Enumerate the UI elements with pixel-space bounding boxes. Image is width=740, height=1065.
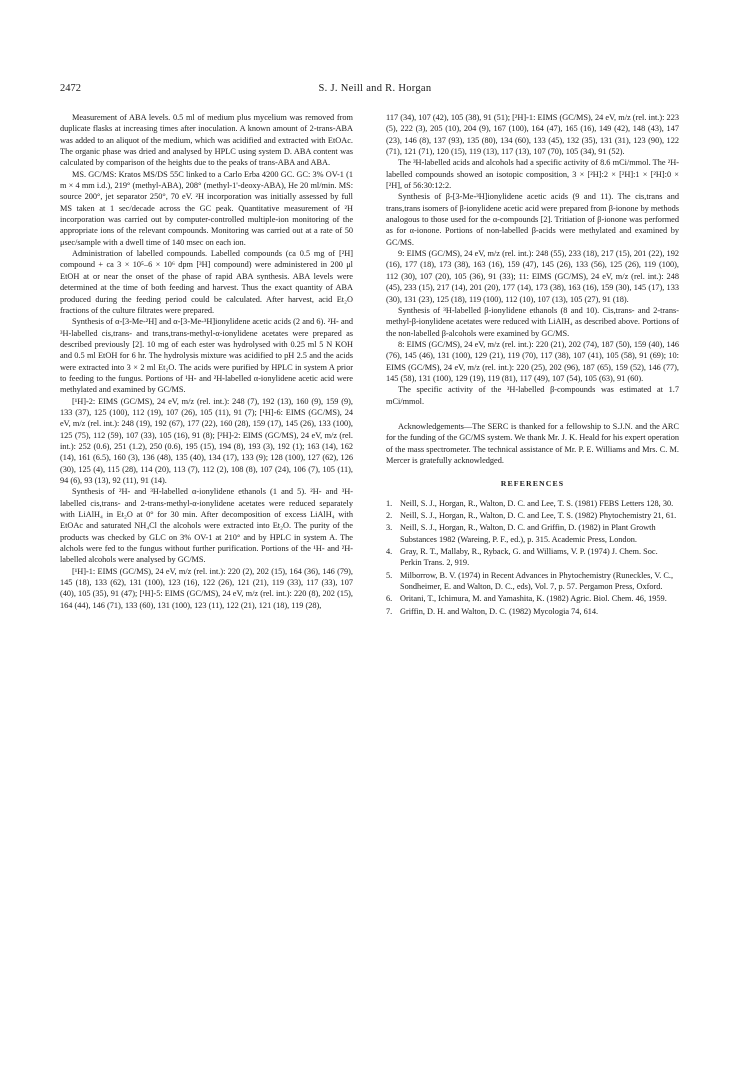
reference-number: 7. bbox=[386, 606, 393, 616]
right-column bbox=[386, 112, 679, 618]
paragraph-synthesis-alpha-acids: Synthesis of α-[3-Me-²H] and α-[3-Me-³H]ionylidene acetic acids (2 and 6). ²H- and ³H-labelled cis,trans- and trans,trans-methyl-α-ionylidene acetates were prepared as described previously [2]. 10 mg of each ester was hydrolysed with 0.25 ml 5 N KOH and 0.5 ml EtOH for 6 hr. The hydrolysis mixture was acidified to pH 2.5 and the acids were extracted into 3 × 2 ml Et₂O. The acids were purified by HPLC in system A prior to feeding to the fungus. Portions of ¹H- and ²H-labelled α-ionylidene acetic acid were methylated and examined by GC/MS. bbox=[60, 317, 353, 395]
reference-list bbox=[386, 498, 679, 617]
reference-number: 6. bbox=[386, 594, 393, 604]
reference-text: Griffin, D. H. and Walton, D. C. (1982) Mycologia 74, 614. bbox=[400, 606, 599, 616]
reference-text: Milborrow, B. V. (1974) in Recent Advances in Phytochemistry (Runeckles, V. C., Sondheimer, E. and Walton, D. C., eds), Vol. 7, p. 57. Pergamon Press, Oxford. bbox=[400, 570, 674, 592]
paragraph-aba-levels: Measurement of ABA levels. 0.5 ml of medium plus mycelium was removed from duplicate flasks at increasing times after inoculation. A known amount of 2-trans-ABA was added to an aliquot of the medium, which was acidified and extracted with EtOAc. The organic phase was dried and analysed by HPLC using system D. ABA content was calculated by comparison of the heights due to the peaks of trans-ABA and ABA. bbox=[60, 113, 353, 168]
reference-number: 2. bbox=[386, 511, 393, 520]
reference-item bbox=[386, 522, 679, 545]
acknowledgements: Acknowledgements—The SERC is thanked for a fellowship to S.J.N. and the ARC for the funding of the GC/MS system. We thank Mr. J. K. Heald for his expert operation of the mass spectrometer. The technical assistance of Mr. P. E. Williams and Mrs. C. M. Mercer is gratefully acknowledged. bbox=[386, 421, 679, 465]
reference-item bbox=[386, 498, 679, 509]
paragraph-synthesis-beta-ethanols: Synthesis of ³H-labelled β-ionylidene ethanols (8 and 10). Cis,trans- and 2-trans-methyl-β-ionylidene acetates were reduced with LiAlH₄ as described above. Portions of the non-labelled β-alcohols were examined by GC/MS. bbox=[386, 305, 679, 338]
reference-item bbox=[386, 510, 679, 521]
reference-number: 5. bbox=[386, 570, 393, 580]
reference-text: Neill, S. J., Horgan, R., Walton, D. C. and Lee, T. S. (1982) Phytochemistry 21, 61. bbox=[400, 511, 677, 520]
page-number: 2472 bbox=[60, 83, 81, 94]
reference-number: 3. bbox=[386, 523, 393, 533]
paragraph-eims-acids: [¹H]-2: EIMS (GC/MS), 24 eV, m/z (rel. int.): 248 (7), 192 (13), 160 (9), 159 (9), 133 (37), 125 (100), 112 (19), 107 (26), 105 (11), 91 (7); [¹H]-6: EIMS (GC/MS), 24 eV, m/z (rel. int.): 248 (19), 192 (67), 177 (22), 160 (28), 159 (17), 145 (26), 133 (100), 125 (75), 112 (59), 107 (33), 105 (16), 91 (8); [²H]-2: EIMS (GC/MS), 24 eV, m/z (rel. int.): 252 (0.6), 251 (1.2), 250 (0.6), 195 (15), 194 (8), 193 (3), 192 (1); 163 (14), 162 (14), 161 (6.5), 160 (3), 136 (48), 135 (40), 134 (17), 133 (9); 128 (100), 127 (62), 126 (30), 125 (4), 115 (28), 114 (20), 113 (7), 112 (2), 108 (8), 107 (24), 106 (7), 105 (11), 94 (6), 93 (13), 92 (11), 91 (14). bbox=[60, 396, 353, 485]
reference-item bbox=[386, 593, 679, 604]
paragraph-ms: MS. GC/MS: Kratos MS/DS 55C linked to a Carlo Erba 4200 GC. GC: 3% OV-1 (1 m × 4 mm i.d.), 219° (methyl-ABA), 208° (methyl-1'-deoxy-ABA), He 20 ml/min. MS: source 200°, jet separator 250°, 70 eV. ²H incorporation was initially assessed by full MS taken at 1 sec/decade across the GC peak. Quantitative measurement of ²H incorporation was carried out by computer-controlled multiple-ion monitoring of the appropriate ions of the relevant compounds. Monitoring was carried out at a rate of 50 μsec/sample with a dwell time of 140 msec on each ion. bbox=[60, 169, 353, 247]
paragraph-eims-beta-acids: 9: EIMS (GC/MS), 24 eV, m/z (rel. int.): 248 (55), 233 (18), 217 (15), 201 (22), 192 (16), 177 (18), 173 (38), 163 (16), 159 (47), 145 (26), 133 (56), 125 (26), 119 (100), 112 (30), 107 (20), 105 (36), 91 (33); 11: EIMS (GC/MS), 24 eV, m/z (rel. int.): 248 (45), 233 (15), 217 (14), 201 (20), 177 (14), 173 (38), 163 (16), 159 (30), 145 (17), 133 (30), 131 (23), 125 (18), 119 (100), 112 (10), 107 (13), 105 (27), 91 (18). bbox=[386, 249, 679, 304]
left-column bbox=[60, 112, 353, 611]
reference-item bbox=[386, 570, 679, 593]
paragraph-eims-beta-ethanols: 8: EIMS (GC/MS), 24 eV, m/z (rel. int.): 220 (21), 202 (74), 187 (50), 159 (40), 146 (76), 145 (46), 131 (100), 129 (21), 119 (70), 117 (38), 107 (41), 105 (58), 91 (69); 10: EIMS (GC/MS), 24 eV, m/z (rel. int.): 220 (25), 202 (96), 187 (65), 159 (52), 146 (77), 145 (58), 131 (100), 129 (19), 119 (81), 117 (49), 107 (54), 105 (63), 91 (60). bbox=[386, 339, 679, 383]
reference-text: Neill, S. J., Horgan, R., Walton, D. C. and Griffin, D. (1982) in Plant Growth Substances 1982 (Wareing, P. F., ed.), p. 315. Academic Press, London. bbox=[400, 523, 656, 544]
paragraph-beta-specific-activity: The specific activity of the ³H-labelled β-compounds was estimated at 1.7 mCi/mmol. bbox=[386, 385, 679, 406]
reference-item bbox=[386, 606, 679, 617]
paragraph-eims-ethanols: [¹H]-1: EIMS (GC/MS), 24 eV, m/z (rel. int.): 220 (2), 202 (15), 164 (36), 146 (79), 145 (18), 133 (62), 131 (100), 123 (16), 122 (26), 121 (21), 119 (33), 117 (33), 107 (40), 105 (35), 91 (47); [¹H]-5: EIMS (GC/MS), 24 eV, m/z (rel. int.): 220 (8), 202 (15), 164 (44), 146 (71), 133 (60), 131 (100), 123 (11), 122 (21), 121 (18), 119 (28), bbox=[60, 566, 353, 610]
reference-text: Gray, R. T., Mallaby, R., Ryback, G. and Williams, V. P. (1974) J. Chem. Soc. Perkin Trans. 2, 919. bbox=[400, 547, 658, 568]
reference-number: 1. bbox=[386, 498, 393, 508]
reference-text: Oritani, T., Ichimura, M. and Yamashita, K. (1982) Agric. Biol. Chem. 46, 1959. bbox=[400, 594, 667, 604]
reference-text: Neill, S. J., Horgan, R., Walton, D. C. and Lee, T. S. (1981) FEBS Letters 128, 30. bbox=[400, 498, 674, 508]
paragraph-administration: Administration of labelled compounds. Labelled compounds (ca 0.5 mg of [²H] compound + ca 3 × 10⁵–6 × 10⁶ dpm [³H] compound) were administered in 200 μl EtOH at or near the onset of the phase of rapid ABA synthesis. ABA levels were determined at the time of both feeding and harvest. Thus the exact quantity of ABA produced during the feeding period could be calculated. After harvest, acid Et₂O fractions of the culture filtrates were prepared. bbox=[60, 249, 353, 315]
references-title: REFERENCES bbox=[500, 479, 565, 489]
running-head: S. J. Neill and R. Horgan bbox=[318, 83, 432, 94]
reference-item bbox=[386, 546, 679, 569]
paragraph-synthesis-beta-acids: Synthesis of β-[3-Me-³H]ionylidene acetic acids (9 and 11). The cis,trans and trans,trans isomers of β-ionylidene acetic acid were prepared from β-ionone by methods analogous to those used for the α-compounds [2]. Tritiation of β-ionone was performed as for α-ionone. Portions of non-labelled β-acids were methylated and examined by GC/MS. bbox=[386, 192, 679, 247]
paragraph-eims-continued: 117 (34), 107 (42), 105 (38), 91 (51); [²H]-1: EIMS (GC/MS), 24 eV, m/z (rel. int.): 223 (5), 222 (3), 205 (10), 204 (9), 167 (100), 164 (47), 165 (16), 149 (42), 148 (43), 147 (23), 146 (8), 137 (93), 135 (80), 134 (60), 133 (45), 132 (35), 131 (31), 123 (90), 122 (71), 121 (71), 120 (15), 119 (13), 117 (13), 107 (70), 105 (34), 91 (52). bbox=[386, 113, 679, 157]
reference-number: 4. bbox=[386, 547, 393, 557]
paragraph-specific-activity: The ³H-labelled acids and alcohols had a specific activity of 8.6 mCi/mmol. The ²H-labelled compounds showed an isotopic composition, 3 × [²H]:2 × [²H]:1 × [²H]:0 × [²H], of 56:30:12:2. bbox=[386, 158, 679, 191]
paragraph-synthesis-alpha-ethanols: Synthesis of ²H- and ³H-labelled α-ionylidene ethanols (1 and 5). ²H- and ³H-labelled cis,trans- and 2-trans-methyl-α-ionylidene acetates were reduced separately with LiAlH₄ in Et₂O at 0° for 30 min. After decomposition of excess LiAlH₄ with EtOAc and saturated NH₄Cl the alcohols were extracted into Et₂O. The purity of the products was checked by GLC on 3% OV-1 at 210° and by HPLC in system A. The alchols were fed to the fungus without further purification. Portions of the ¹H- and ²H-labelled alcohols were analysed by GC/MS. bbox=[60, 487, 353, 565]
page-header bbox=[60, 83, 690, 99]
